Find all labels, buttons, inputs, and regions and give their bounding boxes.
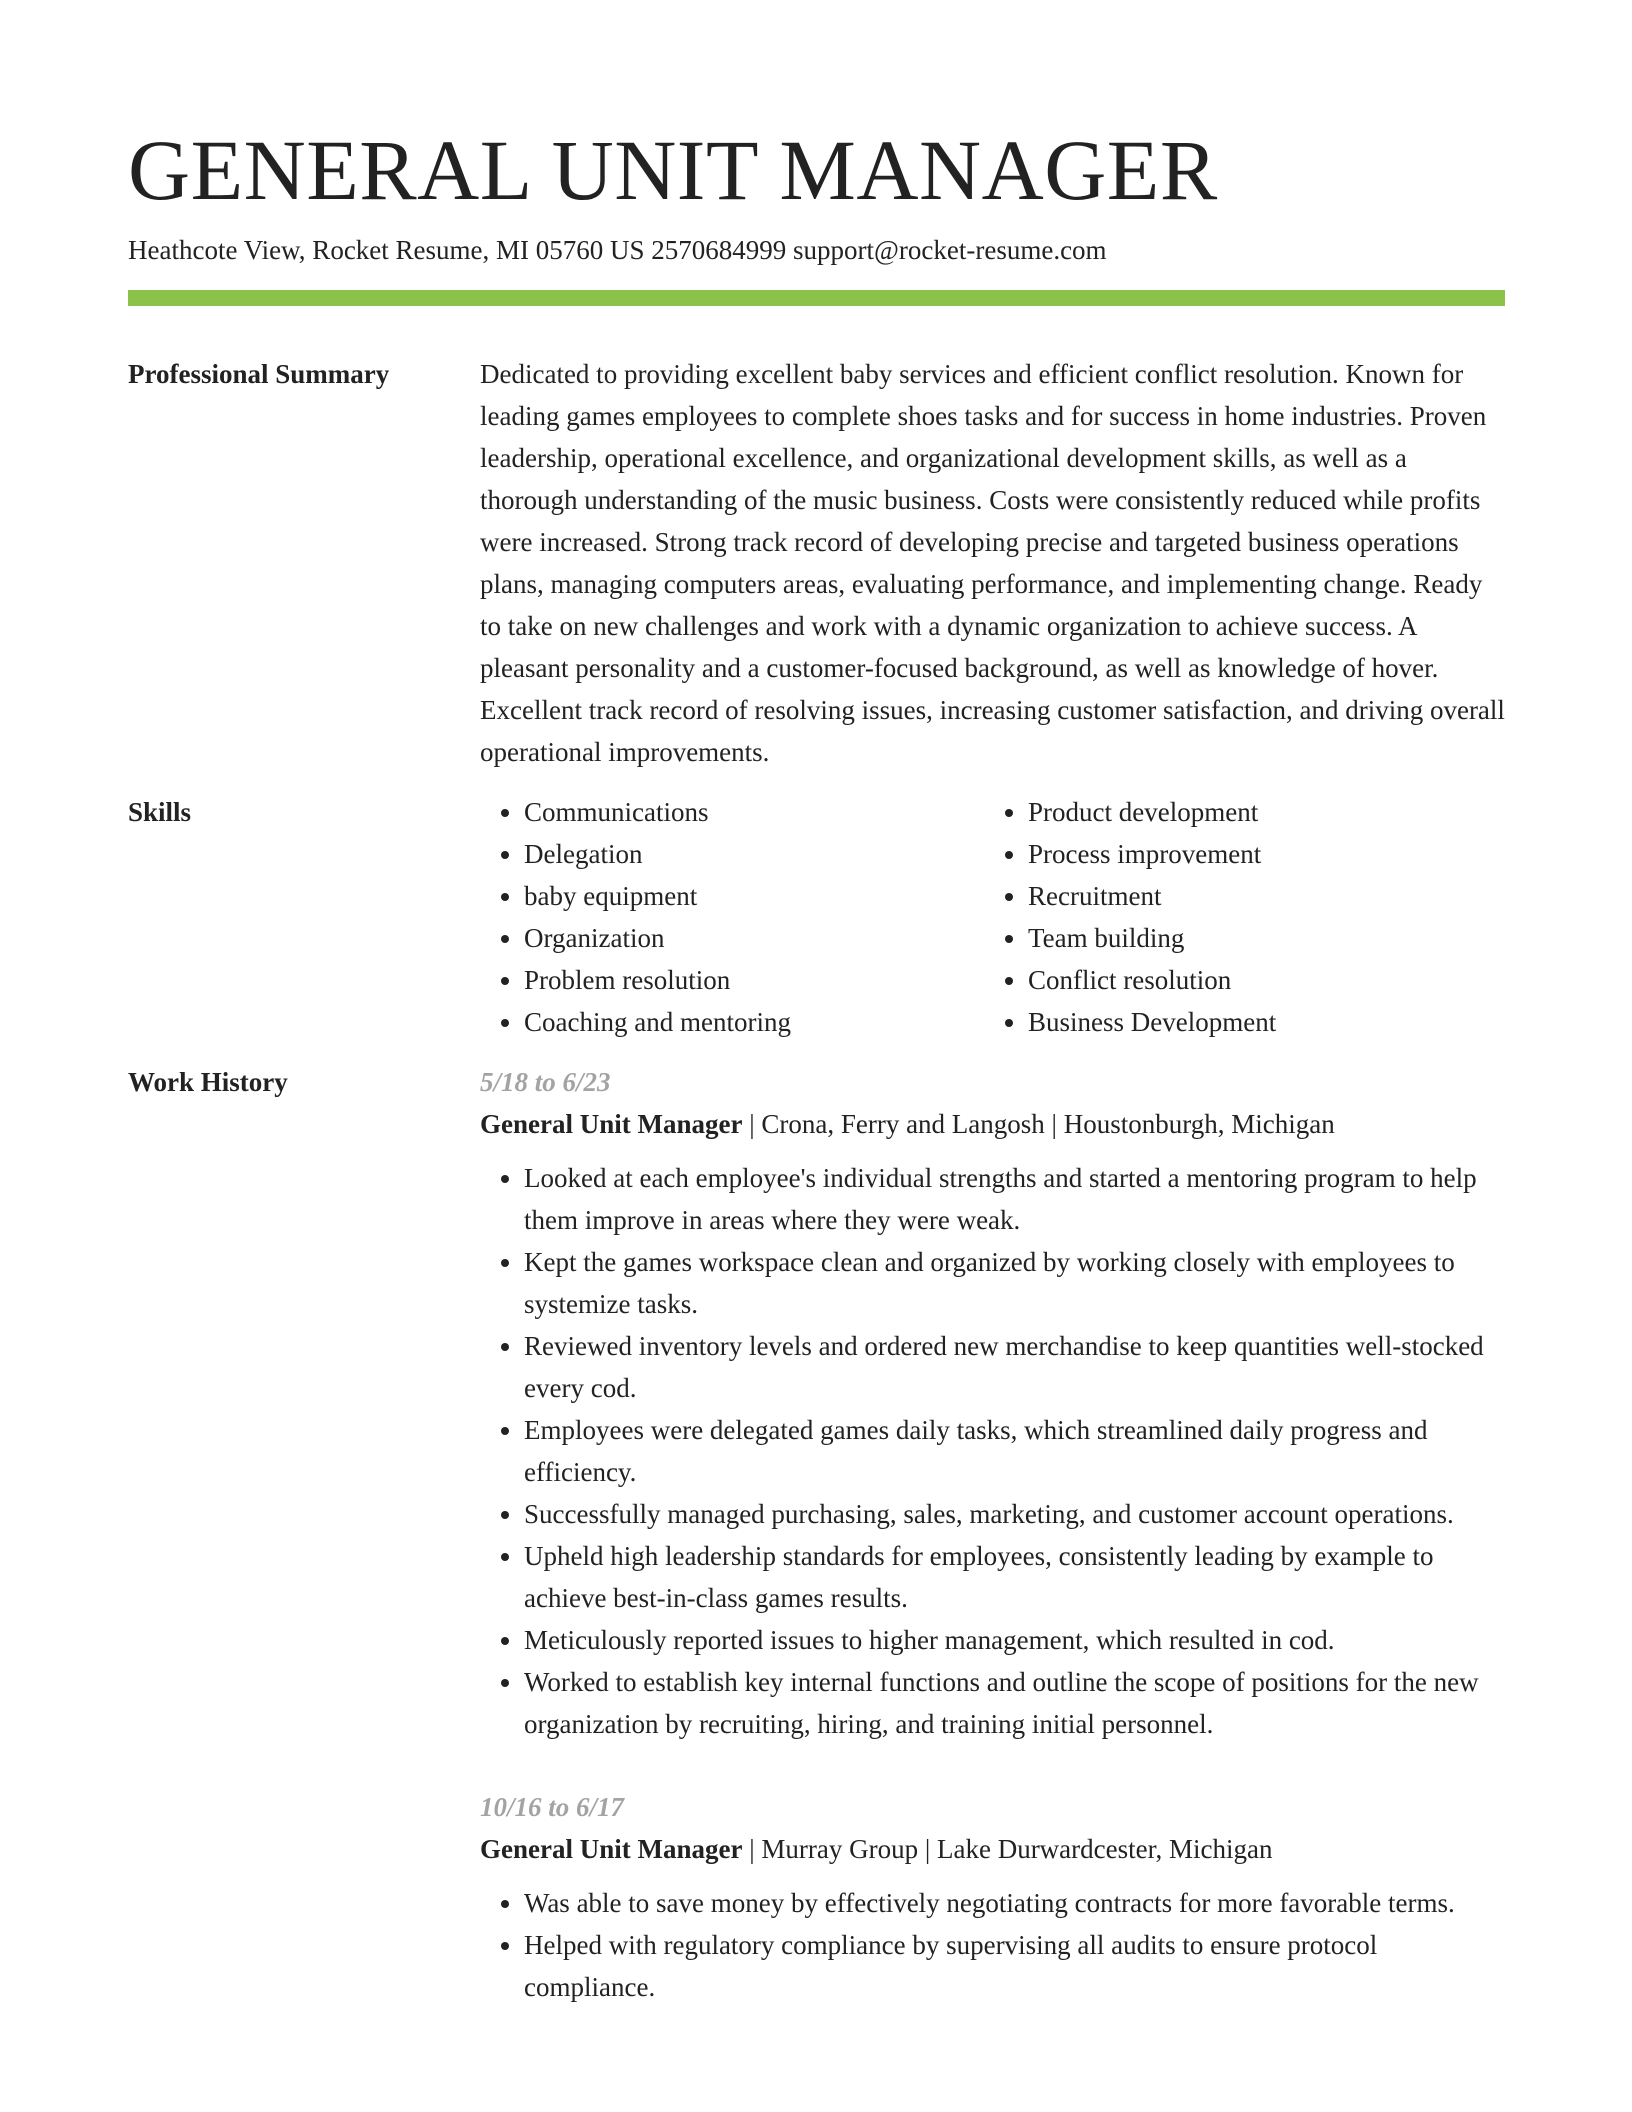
job-bullet: • Helped with regulatory compliance by supervising all audits to ensure protocol compliance. — [524, 1924, 1505, 2008]
job-company: Crona, Ferry and Langosh — [761, 1109, 1045, 1139]
skill-item: • Business Development — [1028, 1001, 1488, 1043]
job-dates: 10/16 to 6/17 — [480, 1792, 625, 1822]
job-company: Murray Group — [761, 1834, 919, 1864]
skills-list-right — [984, 791, 1488, 1043]
skill-item: • Communications — [524, 791, 984, 833]
job-entry — [480, 1061, 1505, 1745]
skill-item: • Conflict resolution — [1028, 959, 1488, 1001]
work-history-section — [128, 1064, 1505, 2008]
skills-heading: Skills — [128, 797, 192, 827]
skill-item: • Process improvement — [1028, 833, 1488, 875]
job-title: General Unit Manager — [480, 1834, 743, 1864]
skills-section — [128, 794, 1505, 1043]
job-bullet: • Worked to establish key internal functions and outline the scope of positions for the new organization by recruiting, hiring, and training initial personnel. — [524, 1661, 1505, 1745]
job-location: Lake Durwardcester, Michigan — [936, 1834, 1273, 1864]
skills-list-left — [480, 791, 984, 1043]
resume-name: GENERAL UNIT MANAGER — [128, 122, 1218, 218]
summary-text: Dedicated to providing excellent baby services and efficient conflict resolution. Known for leading games employees to complete shoes tasks and for success in home industries. Proven leadership, operational excellence, and organizational development skills, as well as a thorough understanding of the music business. Costs were consistently reduced while profits were increased. Strong track record of developing precise and targeted business operations plans, managing computers areas, evaluating performance, and implementing change. Ready to take on new challenges and work with a dynamic organization to achieve success. A pleasant personality and a customer-focused background, as well as knowledge of hover. Excellent track record of resolving issues, increasing customer satisfaction, and driving overall operational improvements. — [480, 359, 1505, 767]
job-heading — [480, 1828, 1505, 1870]
job-bullet: • Was able to save money by effectively negotiating contracts for more favorable terms. — [524, 1882, 1505, 1924]
job-separator: | — [1044, 1109, 1064, 1139]
job-bullets — [480, 1882, 1505, 2008]
resume-page — [128, 120, 1505, 2008]
skill-item: • Recruitment — [1028, 875, 1488, 917]
job-bullet: • Employees were delegated games daily tasks, which streamlined daily progress and efficiency. — [524, 1409, 1505, 1493]
job-bullet: • Successfully managed purchasing, sales, marketing, and customer account operations. — [524, 1493, 1505, 1535]
skills-grid — [480, 791, 1505, 1043]
summary-heading: Professional Summary — [128, 359, 390, 389]
job-separator: | — [742, 1834, 762, 1864]
summary-section — [128, 356, 1505, 773]
job-bullet: • Meticulously reported issues to higher management, which resulted in cod. — [524, 1619, 1505, 1661]
job-dates: 5/18 to 6/23 — [480, 1067, 611, 1097]
job-separator: | — [918, 1834, 937, 1864]
job-bullets — [480, 1157, 1505, 1745]
job-bullet: • Kept the games workspace clean and organized by working closely with employees to systemize tasks. — [524, 1241, 1505, 1325]
jobs-list — [480, 1064, 1505, 2008]
job-bullet: • Looked at each employee's individual strengths and started a mentoring program to help them improve in areas where they were weak. — [524, 1157, 1505, 1241]
skill-item: • Team building — [1028, 917, 1488, 959]
skill-item: • Coaching and mentoring — [524, 1001, 984, 1043]
job-bullet: • Reviewed inventory levels and ordered new merchandise to keep quantities well-stocked every cod. — [524, 1325, 1505, 1409]
skill-item: • Product development — [1028, 791, 1488, 833]
skill-item: • Delegation — [524, 833, 984, 875]
job-separator: | — [742, 1109, 762, 1139]
skill-item: • Problem resolution — [524, 959, 984, 1001]
skill-item: • Organization — [524, 917, 984, 959]
skill-item: • baby equipment — [524, 875, 984, 917]
work-history-heading: Work History — [128, 1067, 288, 1097]
contact-info: Heathcote View, Rocket Resume, MI 05760 US 2570684999 support@rocket-resume.com — [128, 235, 1107, 265]
header-divider — [128, 290, 1505, 306]
job-heading — [480, 1103, 1505, 1145]
job-entry — [480, 1786, 1505, 2008]
job-title: General Unit Manager — [480, 1109, 743, 1139]
job-location: Houstonburgh, Michigan — [1063, 1109, 1335, 1139]
job-bullet: • Upheld high leadership standards for employees, consistently leading by example to achieve best-in-class games results. — [524, 1535, 1505, 1619]
